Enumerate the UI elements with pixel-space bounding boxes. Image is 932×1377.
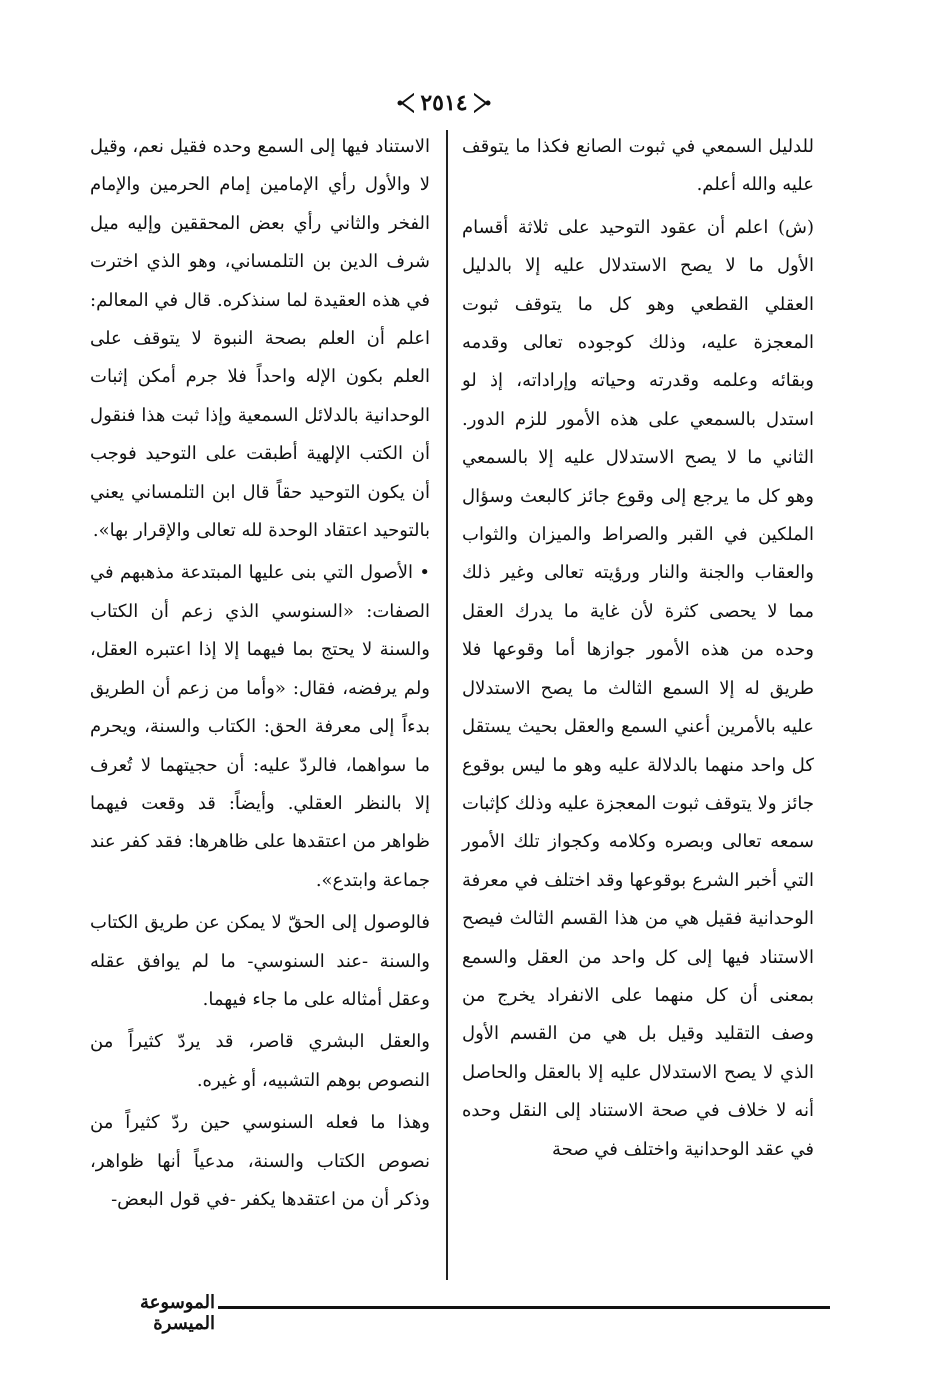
paragraph: • الأصول التي بنى عليها المبتدعة مذهبهم في الصفات: «السنوسي الذي زعم أن الكتاب والسنة لا يحتج بما فيهما إلا إذا اعتبره العقل، ولم يرفضه، فقال: «وأما من زعم أن الطريق بدءاً إلى معرفة الحق: الكتاب والسنة، ويحرم ما سواهما، فالردّ عليه: أن حجيتهما لا تُعرف إلا بالنظر العقلي. وأيضاً: قد وقعت فيهما ظواهر من اعتقدها على ظاهرها: فقد كفر عند جماعة وابتدع».	[90, 562, 430, 891]
page-number	[396, 88, 492, 118]
paragraph: فالوصول إلى الحقّ لا يمكن عن طريق الكتاب والسنة -عند السنوسي- ما لم يوافق عقله وعقل أمثاله على ما جاء فيهما.	[90, 912, 430, 1010]
footer-title: الموسوعة الميسرة	[140, 1292, 215, 1334]
left-column	[90, 128, 430, 1278]
paragraph: (ش) اعلم أن عقود التوحيد على ثلاثة أقسام الأول ما لا يصح الاستدلال عليه إلا بالدليل العقلي القطعي وهو كل ما يتوقف ثبوت المعجزة عليه، وذلك كوجوده تعالى وقدمه وبقائه وعلمه وقدرته وحياته وإراداته، إذ لو استدل بالسمعي على هذه الأمور للزم الدور. الثاني ما لا يصح الاستدلال عليه إلا بالسمعي وهو كل ما يرجع إلى وقوع جائز كالبعث وسؤال الملكين في القبر والصراط والميزان والثواب والعقاب والجنة والنار ورؤيته تعالى وغير ذلك مما لا يحصى كثرة لأن غاية ما يدرك العقل وحده من هذه الأمور جوازها أما وقوعها فلا طريق له إلا السمع الثالث ما يصح الاستدلال عليه بالأمرين أعني السمع والعقل بحيث يستقل كل واحد منهما بالدلالة عليه وهو ما ليس بوقوع جائز ولا يتوقف ثبوت المعجزة عليه وذلك كإثبات سمعه تعالى وبصره وكلامه وكجواز تلك الأمور التي أخبر الشرع بوقوعها وقد اختلف في معرفة الوحدانية فقيل هي من هذا القسم الثالث فيصح الاستناد فيها إلى كل واحد من العقل والسمع بمعنى أن كل منهما على الانفراد يخرج من وصف التقليد وقيل بل هي من القسم الأول الذي لا يصح الاستدلال عليه إلا بالعقل والحاصل أنه لا خلاف في صحة الاستناد إلى النقل وحده في عقد الوحدانية واختلف في صحة	[462, 216, 814, 1160]
paragraph: وهذا ما فعله السنوسي حين ردّ كثيراً من نصوص الكتاب والسنة، مدعياً أنها ظواهر، وذكر أن من اعتقدها يكفر -في قول البعض-	[90, 1112, 430, 1210]
footer-rule	[218, 1306, 830, 1309]
column-divider	[446, 130, 448, 1280]
paragraph: للدليل السمعي في ثبوت الصانع فكذا ما يتوقف عليه والله أعلم.	[462, 136, 814, 196]
right-column	[462, 128, 814, 1278]
paragraph: والعقل البشري قاصر، قد يردّ كثيراً من النصوص بوهم التشبيه، أو غيره.	[90, 1031, 430, 1091]
paragraph: الاستناد فيها إلى السمع وحده فقيل نعم، وقيل لا والأول رأي الإمامين إمام الحرمين والإمام الفخر والثاني رأي بعض المحققين وإليه ميل شرف الدين بن التلمساني، وهو الذي اخترت في هذه العقيدة لما سنذكره. قال في المعالم: اعلم أن العلم بصحة النبوة لا يتوقف على العلم بكون الإله واحداً فلا جرم أمكن إثبات الوحدانية بالدلائل السمعية وإذا ثبت هذا فنقول أن الكتب الإلهية أطبقت على التوحيد فوجب أن يكون التوحيد حقاً قال ابن التلمساني يعني بالتوحيد اعتقاد الوحدة لله تعالى والإقرار بها».	[90, 136, 430, 542]
page-number-text: ٢٥١٤	[414, 90, 473, 116]
